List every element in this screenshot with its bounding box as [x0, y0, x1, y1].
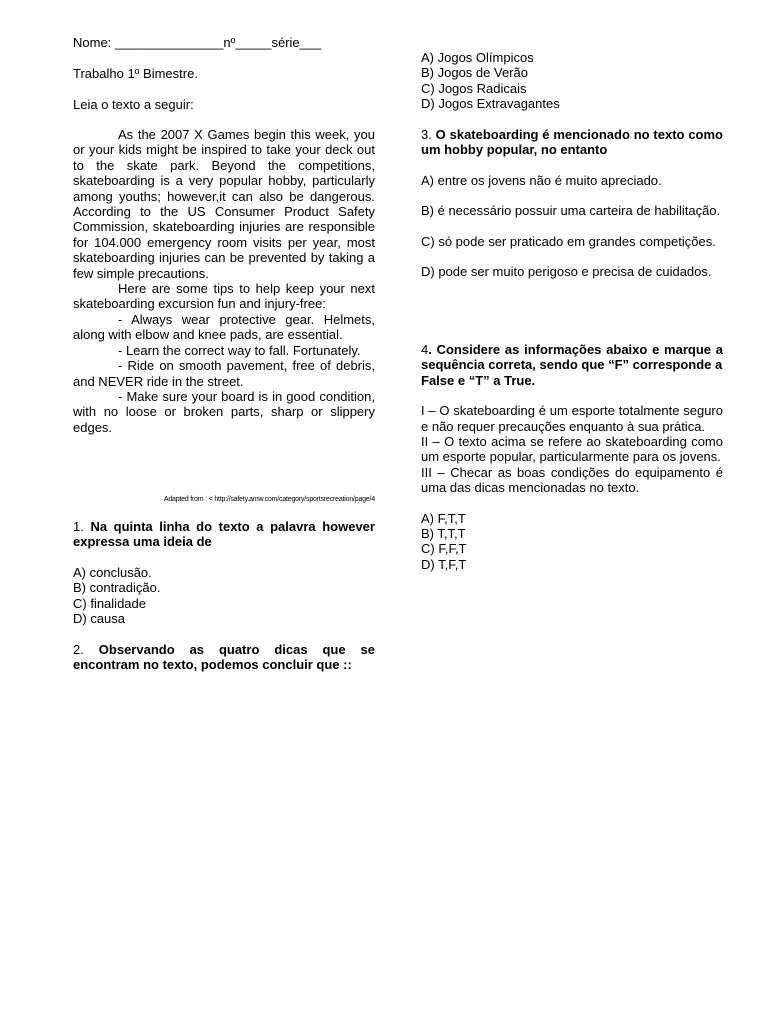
q2-option-b: B) Jogos de Verão [421, 65, 528, 81]
question-3 [421, 127, 723, 279]
tip-1: - Always wear protective gear. Helmets, along with elbow and knee pads, are essential. [73, 311, 375, 343]
question-2-text: Observando as quatro dicas que se encontram no texto, podemos concluir que :: [73, 642, 375, 673]
q1-option-b: B) contradição. [73, 580, 161, 596]
source-citation: Adapted from : < http://safety.amw.com/category/sportsrecreation/page/4 [163, 496, 375, 503]
question-4-number: 4 [421, 342, 429, 357]
question-3-text: O skateboarding é mencionado no texto como um hobby popular, no entanto [421, 127, 723, 158]
q2-option-a: A) Jogos Olímpicos [421, 50, 534, 65]
q3-option-b: B) é necessário possuir uma carteira de habilitação. [421, 203, 721, 219]
q2-option-c: C) Jogos Radicais [421, 80, 527, 96]
q4-statement-2: II – O texto acima se refere ao skateboarding como um esporte popular, particularmente para os jovens. [421, 434, 723, 465]
q4-statement-3: III – Checar as boas condições do equipamento é uma das dicas mencionadas no texto. [421, 464, 723, 496]
reading-instruction: Leia o texto a seguir: [73, 97, 194, 112]
tip-2: - Learn the correct way to fall. Fortunately. [118, 342, 361, 358]
q4-option-a: A) F,T,T [421, 510, 466, 526]
q3-option-c: C) só pode ser praticado em grandes competições. [421, 233, 716, 249]
reading-passage [73, 127, 375, 435]
question-3-number: 3. [421, 127, 432, 142]
tip-4: - Make sure your board is in good condition, with no loose or broken parts, sharp or slippery edges. [73, 388, 375, 435]
name-line: Nome: _______________nº_____série___ [73, 35, 322, 50]
q4-statement-1: I – O skateboarding é um esporte totalmente seguro e não requer precauções enquanto à sua prática. [421, 403, 723, 434]
q1-option-d: D) causa [73, 611, 126, 627]
q2-option-d: D) Jogos Extravagantes [421, 96, 560, 112]
q4-option-b: B) T,T,T [421, 526, 466, 542]
q1-option-c: C) finalidade [73, 595, 146, 611]
q4-option-d: D) T,F,T [421, 556, 467, 572]
question-4 [421, 342, 723, 572]
question-4-text: . Considere as informações abaixo e marque a sequência correta, sendo que “F” corresponde a [421, 342, 723, 373]
question-4-text-line2: False e “T” a True. [421, 372, 536, 388]
q3-option-a: A) entre os jovens não é muito apreciado. [421, 172, 662, 188]
q1-option-a: A) conclusão. [73, 564, 152, 580]
question-1-text: Na quinta linha do texto a palavra however expressa uma ideia de [73, 519, 375, 550]
passage-paragraph-2: Here are some tips to help keep your next skateboarding excursion fun and injury-free: [73, 281, 375, 312]
question-2 [73, 642, 375, 673]
tip-3: - Ride on smooth pavement, free of debris, and NEVER ride in the street. [73, 358, 375, 389]
q4-option-c: C) F,F,T [421, 541, 467, 557]
q3-option-d: D) pode ser muito perigoso e precisa de cuidados. [421, 264, 712, 280]
question-1-number: 1. [73, 519, 84, 534]
question-2-number: 2. [73, 642, 84, 657]
question-2-options [421, 50, 560, 112]
question-1 [73, 519, 375, 626]
assignment-title: Trabalho 1º Bimestre. [73, 66, 198, 81]
passage-paragraph-1: As the 2007 X Games begin this week, you or your kids might be inspired to take your deck out to the skate park. Beyond the competitions, skateboarding is a very popular hobby, particularly among youths; however,it can also be dangerous. According to the US Consumer Product Safety Commission, skateboarding injuries are responsible for 104.000 emergency room visits per year, most skateboarding injuries can be prevented by taking a few simple precautions. [73, 127, 375, 281]
